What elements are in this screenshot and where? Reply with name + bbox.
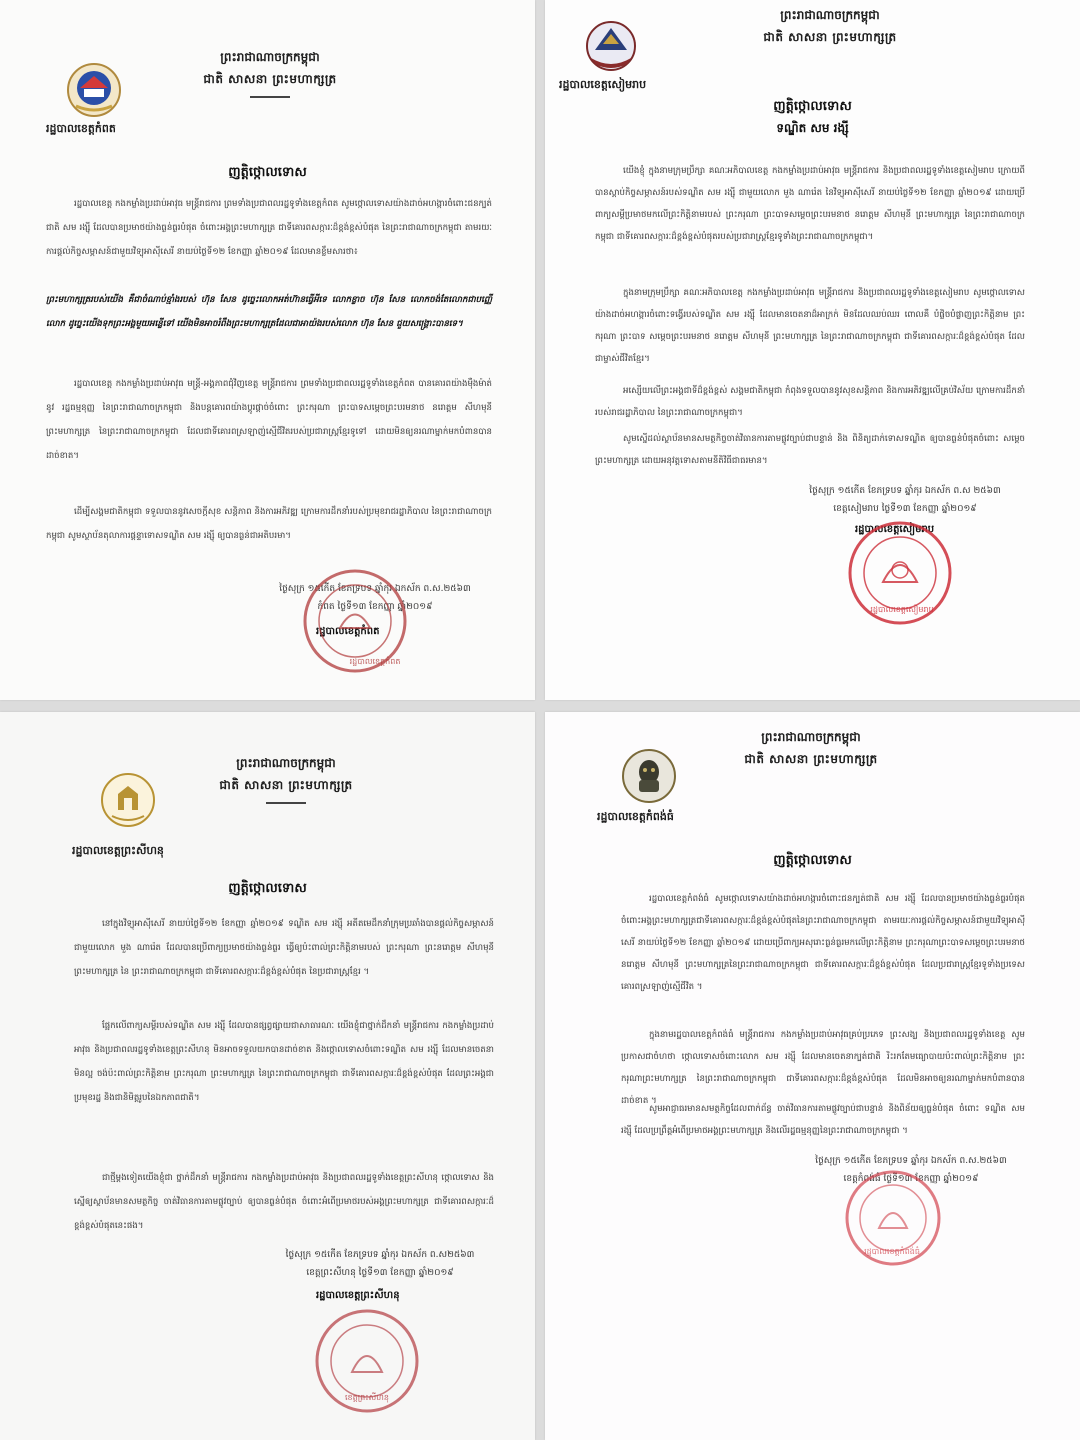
paragraph-2: ផ្អែកលើពាក្យសម្តីរបស់ទណ្ឌិត សម រង្ស៊ី ដែលបានផ្សព្វផ្សាយជាសាធារណៈ យើងខ្ញុំជាថ្នាក់ដឹកនាំ មន្ត្រីរាជការ កងកម្លាំងប្រដាប់អាវុធ និងប្រជាពលរដ្ឋទូទាំងខេត្តព្រះសីហនុ មិនអាចទទួលយកបានដាច់ខាត និងថ្កោលទោសចំពោះទណ្ឌិត សម រង្ស៊ី ដែលមានចេតនាមិនល្អ ចង់ប៉ះពាល់ព្រះកិត្តិនាម ព្រះករុណា ព្រះមហាក្សត្រ នៃព្រះរាជាណាចក្រកម្ពុជា ជាទីគោរពសក្ការៈដ៏ខ្ពង់ខ្ពស់បំផុត ដែលព្រះអង្គជាប្រមុខរដ្ឋ និងជានិមិត្តរូបនៃឯកភាពជាតិ។ — [74, 1021, 494, 1103]
letterhead — [180, 46, 360, 98]
signing-office: រដ្ឋបាលខេត្តសៀមរាប — [855, 524, 935, 535]
seal-text: រដ្ឋបាលខេត្តកំពត — [349, 657, 401, 666]
kingdom-line: ព្រះរាជាណាចក្រកម្ពុជា — [220, 50, 320, 64]
date-block — [775, 482, 1035, 518]
motto-line: ជាតិ សាសនា ព្រះមហាក្សត្រ — [744, 752, 878, 766]
paragraph-1: នៅក្នុងវិទ្យុអាស៊ីសេរី នាយប់ថ្ងៃទី១២ ខែកញ្ញា ឆ្នាំ២០១៩ ទណ្ឌិត សម រង្ស៊ី អតីតមេដឹកនាំក្រុមប្រឆាំងបានផ្តល់កិច្ចសម្ភាសន៍ជាមួយលោក មួង ណារ៉េត ដែលបានប្រើពាក្យប្រមាថយ៉ាងធ្ងន់ធ្ងរ ធ្វើឲ្យប៉ះពាល់ព្រះកិត្តិនាមរបស់ ព្រះករុណា ព្រះនរោត្តម សីហមុនី ព្រះមហាក្សត្រ នៃ ព្រះរាជាណាចក្រកម្ពុជា ជាទីគោរពសក្ការៈដ៏ខ្ពង់ខ្ពស់បំផុត នៃប្រជារាស្ត្រខ្មែរ ។ — [74, 919, 494, 977]
header-ornament — [266, 802, 306, 804]
seal-text: ខេត្តព្រះសីហនុ — [345, 1393, 389, 1402]
motto-line: ជាតិ សាសនា ព្រះមហាក្សត្រ — [219, 778, 353, 792]
solar-date: ខេត្តកំពង់ធំ ថ្ងៃទី១៣ ខែកញ្ញា ឆ្នាំ២០១៩ — [843, 1174, 979, 1184]
letterhead — [196, 752, 376, 804]
signing-office: រដ្ឋបាលខេត្តកំពត — [316, 626, 380, 637]
seal-text: រដ្ឋបាលខេត្តសៀមរាប — [870, 605, 934, 614]
statement-title: ញត្តិថ្កោលទោស — [228, 881, 307, 896]
paragraph-4: សូមស្នើដល់ស្ថាប័នមានសមត្ថកិច្ចចាត់វិធានការតាមផ្លូវច្បាប់ជាបន្ទាន់ និង ពិនិត្យដាក់ទោសទណ្ឌិត ឲ្យបានធ្ងន់បំផុតចំពោះ សម្តេចព្រះមហាក្សត្រ ដោយអនុវត្តទោសតាមនីតិវិធីជាធរមាន។ — [595, 434, 1025, 466]
paragraph-3: អស្សើយលើព្រះអង្គជាទីដ៏ខ្ពង់ខ្ពស់ សង្គមជាតិកម្ពុជា កំពុងទទួលបាននូវសុខសន្តិភាព និងការអភិវឌ្ឍលើគ្រប់វិស័យ ក្រោមការដឹកនាំរបស់រាជរដ្ឋាភិបាល នៃព្រះរាជាណាចក្រកម្ពុជា។ — [595, 386, 1025, 418]
preah-sihanouk-emblem-icon — [100, 772, 156, 832]
paragraph-1: យើងខ្ញុំ ក្នុងនាមក្រុមប្រឹក្សា គណៈអភិបាលខេត្ត កងកម្លាំងប្រដាប់អាវុធ មន្ត្រីរាជការ និងប្រជាពលរដ្ឋទូទាំងខេត្តសៀមរាប ក្រោយពីបានស្តាប់កិច្ចសម្ភាសន៍របស់ទណ្ឌិត សម រង្ស៊ី ជាមួយលោក មួង ណារ៉េត នៃវិទ្យុអាស៊ីសេរី នាយប់ថ្ងៃទី១២ ខែកញ្ញា ឆ្នាំ២០១៩ ដោយប្រើពាក្យសម្តីប្រមាថមកលើព្រះកិត្តិនាមរបស់ ព្រះករុណា ព្រះបាទសម្តេចព្រះបរមនាថ នរោត្តម សីហមុនី ព្រះមហាក្សត្រ នៃព្រះរាជាណាចក្រកម្ពុជា ជាទីគោរពសក្ការៈដ៏ខ្ពង់ខ្ពស់បំផុតរបស់ប្រជារាស្ត្រខ្មែរទូទាំងព្រះរាជាណាចក្រកម្ពុជា។ — [595, 166, 1025, 242]
issuing-office: រដ្ឋបាលខេត្តព្រះសីហនុ — [72, 844, 164, 857]
date-block — [250, 1246, 510, 1282]
solar-date: ខេត្តសៀមរាប ថ្ងៃទី១៣ ខែកញ្ញា ឆ្នាំ២០១៩ — [833, 504, 977, 514]
kingdom-line: ព្រះរាជាណាចក្រកម្ពុជា — [780, 8, 880, 22]
letterhead — [735, 4, 925, 48]
statement-page-preah-sihanouk — [0, 712, 535, 1440]
paragraph-2: ក្នុងនាមរដ្ឋបាលខេត្តកំពង់ធំ មន្ត្រីរាជការ កងកម្លាំងប្រដាប់អាវុធគ្រប់ប្រភេទ ព្រះសង្ឃ និងប្រជាពលរដ្ឋទូទាំងខេត្ត សូមប្រកាសជាចំហថា ថ្កោលទោសចំពោះលោក សម រង្ស៊ី ដែលមានចេតនាក្បត់ជាតិ រិះរកតែមធ្យោបាយប៉ះពាល់ព្រះកិត្តិនាម ព្រះករុណាព្រះមហាក្សត្រ នៃព្រះរាជាណាចក្រកម្ពុជា ជាទីគោរពសក្ការៈដ៏ខ្ពង់ខ្ពស់បំផុត ដែលមិនអាចឲ្យនរណាម្នាក់មកបំពានបានដាច់ខាត ។ — [621, 1030, 1025, 1106]
statement-page-siem-reap — [545, 0, 1080, 700]
paragraph-1: រដ្ឋបាលខេត្ត កងកម្លាំងប្រដាប់អាវុធ មន្ត្រីរាជការ ព្រមទាំងប្រជាពលរដ្ឋទូទាំងខេត្តកំពត សូមថ្កោលទោសយ៉ាងដាច់អហង្ការចំពោះជនក្បត់ជាតិ សម រង្ស៊ី ដែលបានប្រមាថយ៉ាងធ្ងន់ធ្ងរបំផុត ចំពោះអង្គព្រះមហាក្សត្រ ជាទីគោរពសក្ការៈដ៏ខ្ពង់ខ្ពស់បំផុត នៃព្រះរាជាណាចក្រកម្ពុជា តាមរយៈការផ្តល់កិច្ចសម្ភាសន៍ជាមួយវិទ្យុអាស៊ីសេរី នាយប់ថ្ងៃទី១២ ខែកញ្ញា ឆ្នាំ២០១៩ ដែលមានខ្លឹមសារថា៖ — [46, 199, 492, 257]
paragraph-1: រដ្ឋបាលខេត្តកំពង់ធំ សូមថ្កោលទោសយ៉ាងដាច់អហង្ការចំពោះជនក្បត់ជាតិ សម រង្ស៊ី ដែលបានប្រមាថយ៉ាងធ្ងន់ធ្ងរបំផុតចំពោះអង្គព្រះមហាក្សត្រជាទីគោរពសក្ការៈដ៏ខ្ពង់ខ្ពស់បំផុតនៃព្រះរាជាណាចក្រកម្ពុជា តាមរយៈការផ្តល់កិច្ចសម្ភាសន៍ជាមួយវិទ្យុអាស៊ីសេរី នាយប់ថ្ងៃទី១២ ខែកញ្ញា ឆ្នាំ២០១៩ ដោយប្រើពាក្យអសុរោះធ្ងន់ធ្ងរមកលើព្រះកិត្តិនាម ព្រះករុណាព្រះបាទសម្តេចព្រះបរមនាថ នរោត្តម សីហមុនី ព្រះមហាក្សត្រនៃព្រះរាជាណាចក្រកម្ពុជា ជាទីគោរពសក្ការៈដ៏ខ្ពង់ខ្ពស់បំផុត ដែលប្រជារាស្ត្រខ្មែរទូទាំងប្រទេស គោរពស្រឡាញ់ស្មើជីវិត ។ — [621, 894, 1025, 992]
issuing-office: រដ្ឋបាលខេត្តកំពង់ធំ — [597, 810, 674, 823]
paragraph-3: សូមអាជ្ញាធរមានសមត្ថកិច្ចដែលពាក់ព័ន្ធ ចាត់វិធានការតាមផ្លូវច្បាប់ជាបន្ទាន់ និងពិន័យឲ្យធ្ងន់បំផុត ចំពោះ ទណ្ឌិត សម រង្ស៊ី ដែលប្រព្រឹត្តអំពើប្រមាថអង្គព្រះមហាក្សត្រ និងលើរដ្ឋធម្មនុញ្ញនៃព្រះរាជាណាចក្រកម្ពុជា ។ — [621, 1104, 1025, 1136]
lunar-date: ថ្ងៃសុក្រ ១៥កើត ខែភទ្របទ ឆ្នាំកុរ ឯកស័ក ព.ស.២៥៦៣ — [279, 584, 471, 594]
statement-page-kampot — [0, 0, 535, 700]
quoted-remark: ព្រះមហាក្សត្ររបស់យើង គឺជាចំណាប់ខ្មាំងរបស់ ហ៊ុន សែន ដូច្នេះលោកអត់ហ៊ានធ្វើអីទេ លោកខ្លាច ហ៊ុន សែន លោកចង់តែលោកជាបញ្ញើលោក ដូច្នេះយើងទុកព្រះអង្គមួយអន្លើទៅ យើងមិនអាចរំពឹងព្រះមហាក្សត្រដែលជាអាយ៉ងរបស់លោក ហ៊ុន សែន ជួយសង្គ្រោះបានទេ។ — [46, 295, 492, 329]
statement-page-kampong-thom — [545, 712, 1080, 1440]
signing-office: រដ្ឋបាលខេត្តព្រះសីហនុ — [316, 1290, 400, 1301]
paragraph-2: រដ្ឋបាលខេត្ត កងកម្លាំងប្រដាប់អាវុធ មន្ត្រី-អង្គភាពជុំវិញខេត្ត មន្ត្រីរាជការ ព្រមទាំងប្រជាពលរដ្ឋទូទាំងខេត្តកំពត បានគោរពយ៉ាងម៉ឺងម៉ាត់នូវ រដ្ឋធម្មនុញ្ញ នៃព្រះរាជាណាចក្រកម្ពុជា និងបន្តគោរពយ៉ាងប្តូរផ្តាច់ចំពោះ ព្រះករុណា ព្រះបាទសម្តេចព្រះបរមនាថ នរោត្តម សីហមុនី ព្រះមហាក្សត្រ នៃព្រះរាជាណាចក្រកម្ពុជា ដែលជាទីគោរពស្រឡាញ់ស្មើជីវិតរបស់ប្រជារាស្ត្រខ្មែរទូទៅ ដោយមិនឲ្យនរណាម្នាក់មកបំពានបានដាច់ខាត។ — [46, 379, 492, 461]
lunar-date: ថ្ងៃសុក្រ ១៥កើត ខែភទ្របទ ឆ្នាំកុរ ឯកស័ក ព.ស ២៥៦៣ — [809, 486, 1001, 496]
header-ornament — [250, 96, 290, 98]
issuing-office: រដ្ឋបាលខេត្តកំពត — [46, 122, 116, 135]
solar-date: កំពត ថ្ងៃទី១៣ ខែកញ្ញា ឆ្នាំ២០១៩ — [317, 602, 433, 612]
seal-text: រដ្ឋបាលខេត្តកំពង់ធំ — [864, 1247, 920, 1256]
paragraph-2: ក្នុងនាមក្រុមប្រឹក្សា គណៈអភិបាលខេត្ត កងកម្លាំងប្រដាប់អាវុធ មន្ត្រីរាជការ និងប្រជាពលរដ្ឋទូទាំងខេត្តសៀមរាប សូមថ្កោលទោសយ៉ាងដាច់អហង្ការចំពោះទង្វើរបស់ទណ្ឌិត សម រង្ស៊ី ដែលមានចេតនាដ៏អាក្រក់ មិនដែលឈប់ឈរ ពោលគឺ បំផ្លិចបំផ្លាញព្រះកិត្តិនាម ព្រះករុណា ព្រះបាទ សម្តេចព្រះបរមនាថ នរោត្តម សីហមុនី ព្រះមហាក្សត្រ នៃព្រះរាជាណាចក្រកម្ពុជា ជាទីគោរពសក្ការៈដ៏ខ្ពង់ខ្ពស់បំផុត ដែលជាម្ចាស់ជីវិតខ្មែរ។ — [595, 288, 1025, 364]
paragraph-3: ជាថ្មីម្តងទៀតយើងខ្ញុំជា ថ្នាក់ដឹកនាំ មន្ត្រីរាជការ កងកម្លាំងប្រដាប់អាវុធ និងប្រជាពលរដ្ឋទូទាំងខេត្តព្រះសីហនុ ថ្កោលទោស និងស្នើឲ្យស្ថាប័នមានសមត្ថកិច្ច ចាត់វិធានការតាមផ្លូវច្បាប់ ឲ្យបានធ្ងន់បំផុត ចំពោះអំពើប្រមាថរបស់អង្គព្រះមហាក្សត្រ ជាទីគោរពសក្ការៈដ៏ខ្ពង់ខ្ពស់បំផុតនេះផង។ — [74, 1173, 494, 1231]
kampot-emblem-icon — [66, 62, 122, 122]
issuing-office: រដ្ឋបាលខេត្តសៀមរាប — [559, 78, 647, 91]
paragraph-3: ដើម្បីសង្គមជាតិកម្ពុជា ទទួលបាននូវសេចក្តីសុខ សន្តិភាព និងការអភិវឌ្ឍ ក្រោមការដឹកនាំរបស់ប្រមុខរាជរដ្ឋាភិបាល នៃព្រះរាជាណាចក្រកម្ពុជា សូមស្ថាប័នតុលាការផ្តន្ទាទោសទណ្ឌិត សម រង្ស៊ី ឲ្យបានធ្ងន់ជាអតិបរមា។ — [46, 507, 492, 541]
kampong-thom-emblem-icon — [621, 748, 677, 808]
motto-line: ជាតិ សាសនា ព្រះមហាក្សត្រ — [203, 72, 337, 86]
lunar-date: ថ្ងៃសុក្រ ១៥កើត ខែភទ្របទ ឆ្នាំកុរ ឯកស័ក ព.ស.២៥៦៣ — [815, 1156, 1007, 1166]
statement-title: ញត្តិថ្កោលទោស — [228, 165, 307, 180]
kingdom-line: ព្រះរាជាណាចក្រកម្ពុជា — [761, 730, 861, 744]
motto-line: ជាតិ សាសនា ព្រះមហាក្សត្រ — [763, 30, 897, 44]
lunar-date: ថ្ងៃសុក្រ ១៥កើត ខែភទ្របទ ឆ្នាំកុរ ឯកស័ក ព.ស២៥៦៣ — [285, 1250, 475, 1260]
statement-subtitle: ទណ្ឌិត សម រង្ស៊ី — [776, 121, 849, 135]
siem-reap-emblem-icon — [581, 14, 641, 78]
statement-title: ញត្តិថ្កោលទោស — [773, 99, 852, 114]
statement-title: ញត្តិថ្កោលទោស — [773, 853, 852, 868]
letterhead — [721, 726, 901, 770]
kingdom-line: ព្រះរាជាណាចក្រកម្ពុជា — [236, 756, 336, 770]
solar-date: ខេត្តព្រះសីហនុ ថ្ងៃទី១៣ ខែកញ្ញា ឆ្នាំ២០១៩ — [306, 1268, 454, 1278]
